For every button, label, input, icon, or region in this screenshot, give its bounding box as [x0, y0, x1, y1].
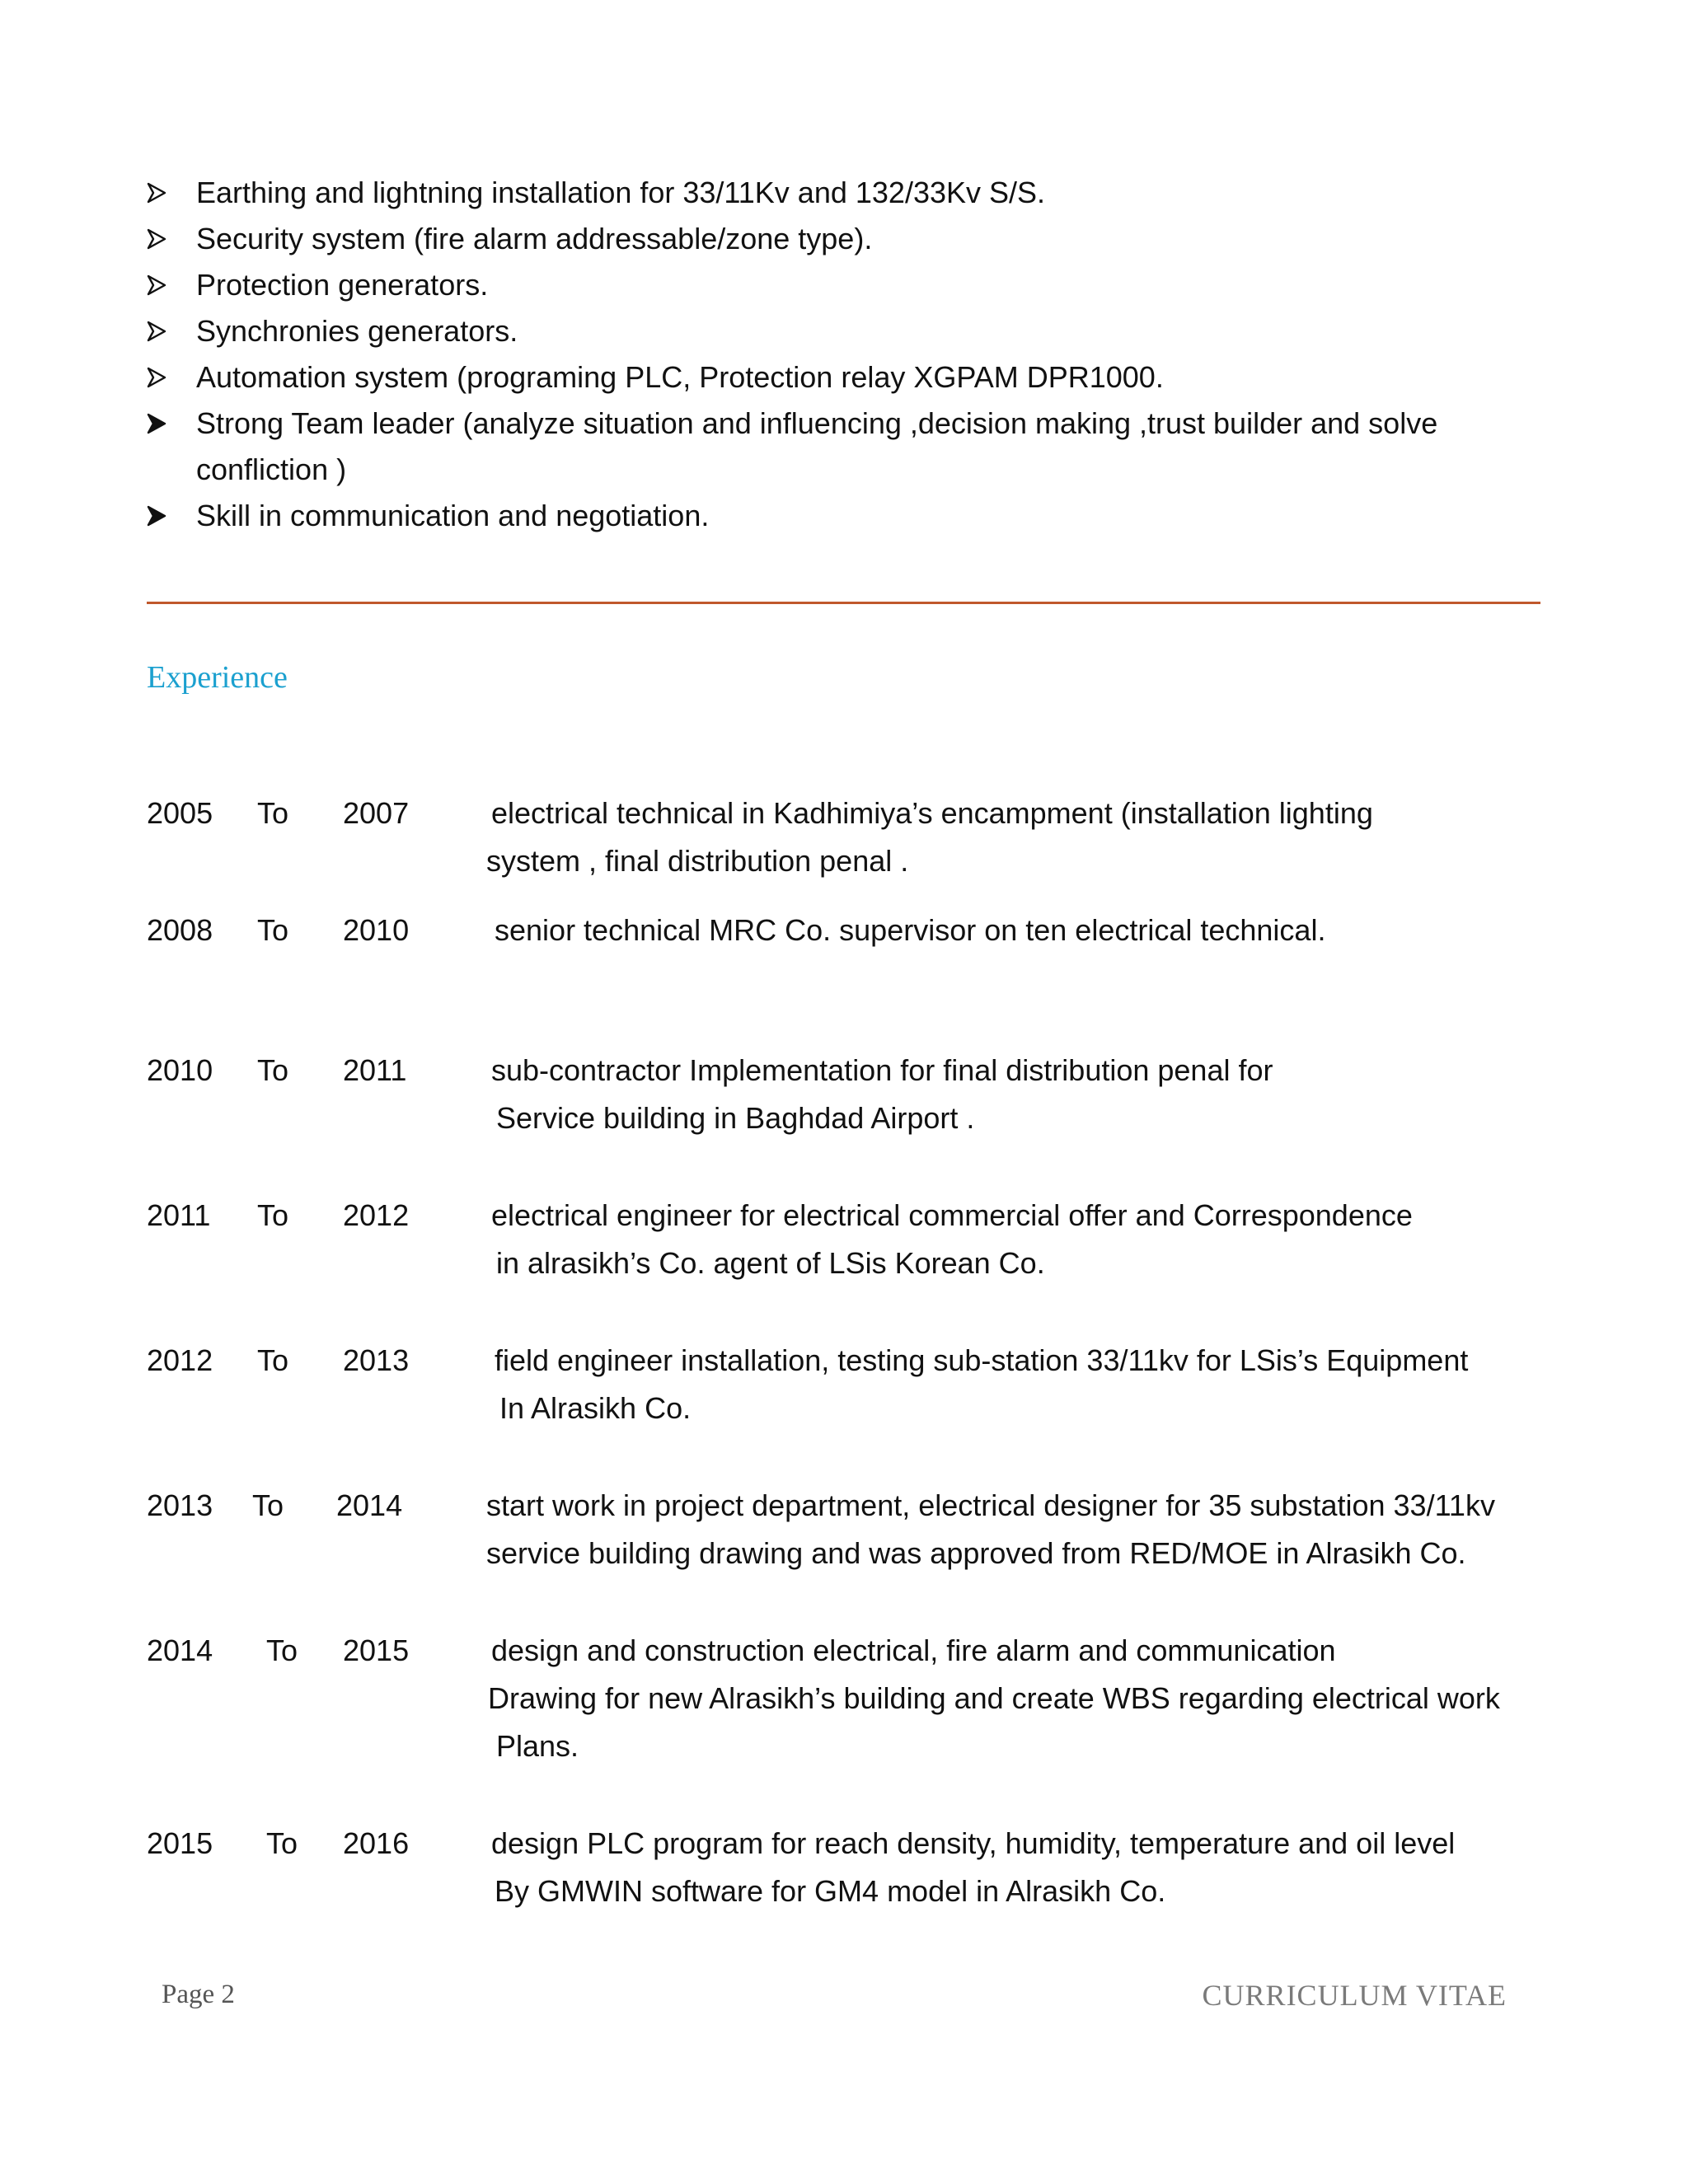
arrow-bullet-icon [147, 308, 176, 354]
year-to: 2013 [343, 1343, 410, 1377]
experience-description [495, 907, 1558, 954]
experience-description [495, 1337, 1558, 1432]
arrow-bullet-icon [147, 493, 176, 539]
skills-list [147, 170, 1548, 539]
arrow-bullet-icon [147, 401, 176, 447]
year-to: 2007 [343, 796, 410, 830]
skill-item [147, 262, 1548, 308]
year-from: 2013 [147, 1488, 213, 1522]
skill-text: Protection generators. [196, 268, 489, 302]
description-line: service building drawing and was approved from RED/MOE in Alrasikh Co. [486, 1536, 1466, 1570]
year-to: 2010 [343, 913, 410, 947]
year-from: 2011 [147, 1198, 211, 1232]
year-from: 2008 [147, 913, 213, 947]
arrow-bullet-icon [147, 216, 176, 262]
to-label: To [257, 1343, 289, 1377]
year-from: 2015 [147, 1826, 213, 1860]
description-line: sub-contractor Implementation for final distribution penal for [491, 1053, 1273, 1087]
description-line: In Alrasikh Co. [499, 1391, 692, 1425]
year-from: 2012 [147, 1343, 213, 1377]
description-line: By GMWIN software for GM4 model in Alrasikh Co. [495, 1874, 1166, 1908]
description-line: senior technical MRC Co. supervisor on ten electrical technical. [495, 913, 1326, 947]
description-line: Service building in Baghdad Airport . [496, 1101, 975, 1135]
year-to: 2015 [343, 1633, 410, 1667]
year-to: 2011 [343, 1053, 407, 1087]
page-number: Page 2 [162, 1980, 235, 2009]
year-from: 2010 [147, 1053, 213, 1087]
year-to: 2012 [343, 1198, 410, 1232]
skill-item [147, 170, 1548, 216]
experience-description [486, 1482, 1550, 1577]
skill-text: Automation system (programing PLC, Protection relay XGPAM DPR1000. [196, 360, 1164, 394]
description-line: design PLC program for reach density, humidity, temperature and oil level [491, 1826, 1456, 1860]
description-line: field engineer installation, testing sub-station 33/11kv for LSis’s Equipment [495, 1343, 1469, 1377]
description-line: electrical technical in Kadhimiya’s encampment (installation lighting [491, 796, 1373, 830]
to-label: To [266, 1826, 298, 1860]
skill-text: Security system (fire alarm addressable/zone type). [196, 222, 873, 255]
description-line: in alrasikh’s Co. agent of LSis Korean Co. [496, 1246, 1045, 1280]
to-label: To [257, 913, 289, 947]
description-line: start work in project department, electrical designer for 35 substation 33/11kv [486, 1488, 1495, 1522]
to-label: To [257, 796, 289, 830]
skill-item [147, 493, 1548, 539]
description-line: system , final distribution penal . [486, 844, 909, 878]
to-label: To [266, 1633, 298, 1667]
skill-text: Strong Team leader (analyze situation and influencing ,decision making ,trust builder and solve [196, 406, 1438, 440]
footer-document-title: CURRICULUM VITAE [1202, 1979, 1507, 2012]
skill-text: Earthing and lightning installation for 33/11Kv and 132/33Kv S/S. [196, 176, 1046, 209]
experience-description [491, 1192, 1554, 1287]
description-line: design and construction electrical, fire alarm and communication [491, 1633, 1336, 1667]
to-label: To [257, 1198, 289, 1232]
skill-text-continued: confliction ) [196, 452, 347, 486]
description-line: electrical engineer for electrical commercial offer and Correspondence [491, 1198, 1413, 1232]
skill-item [147, 308, 1548, 354]
skill-item [147, 216, 1548, 262]
to-label: To [252, 1488, 284, 1522]
skill-item [147, 354, 1548, 401]
experience-description [488, 1627, 1554, 1770]
year-from: 2014 [147, 1633, 213, 1667]
experience-description [491, 1820, 1554, 1915]
arrow-bullet-icon [147, 354, 176, 401]
section-divider [147, 602, 1540, 604]
arrow-bullet-icon [147, 170, 176, 216]
year-from: 2005 [147, 796, 213, 830]
experience-description [486, 790, 1554, 885]
experience-description [491, 1047, 1554, 1142]
year-to: 2016 [343, 1826, 410, 1860]
skill-text: Skill in communication and negotiation. [196, 499, 710, 532]
to-label: To [257, 1053, 289, 1087]
skill-item [147, 401, 1548, 493]
skill-text: Synchronies generators. [196, 314, 518, 348]
description-line: Plans. [496, 1729, 579, 1763]
arrow-bullet-icon [147, 262, 176, 308]
year-to: 2014 [336, 1488, 403, 1522]
section-title-experience: Experience [147, 660, 288, 695]
description-line: Drawing for new Alrasikh’s building and create WBS regarding electrical work [488, 1681, 1500, 1715]
